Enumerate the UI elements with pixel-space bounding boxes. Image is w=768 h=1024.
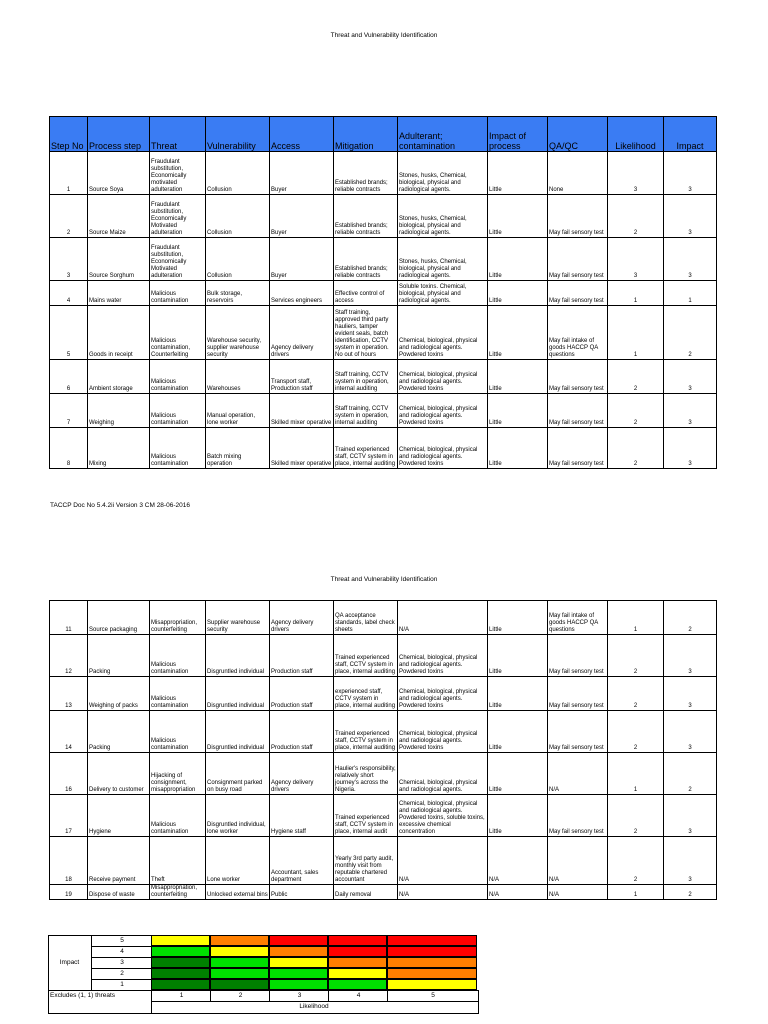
risk-cell	[387, 979, 477, 990]
cell-access: Production staff	[270, 711, 334, 753]
risk-matrix	[48, 935, 490, 1023]
threat-vulnerability-table-2	[49, 600, 717, 900]
cell-impact-proc: N/A	[488, 837, 548, 885]
header-step-no: Step No	[50, 117, 88, 152]
cell-process: Mixing	[88, 428, 150, 469]
header-process-step: Process step	[88, 117, 150, 152]
table-row	[50, 394, 717, 428]
risk-cell	[210, 946, 269, 957]
cell-impact: 2	[664, 306, 717, 360]
header-threat: Threat	[150, 117, 206, 152]
cell-access: Production staff	[270, 635, 334, 677]
likelihood-level-label: 1	[151, 990, 211, 1002]
cell-adult: Chemical, biological, physical and radiological agents. Powdered toxins	[398, 428, 488, 469]
table-row	[50, 281, 717, 306]
likelihood-level-label: 2	[210, 990, 270, 1002]
cell-adult: Chemical, biological, physical and radiological agents. Powdered toxins	[398, 711, 488, 753]
table-row	[50, 635, 717, 677]
risk-cell	[210, 957, 269, 968]
cell-mitig: Trained experienced staff, CCTV system in place, internal audit	[334, 795, 398, 837]
risk-cell	[210, 979, 269, 990]
cell-access: Services engineers	[270, 281, 334, 306]
impact-level-label: 4	[91, 946, 152, 958]
cell-process: Packing	[88, 635, 150, 677]
cell-step: 1	[50, 152, 88, 195]
cell-like: 2	[608, 360, 664, 394]
cell-threat: Malicious contamination	[150, 394, 206, 428]
risk-cell	[269, 979, 328, 990]
cell-vuln: Supplier warehouse security	[206, 601, 270, 635]
cell-impact-proc: Little	[488, 360, 548, 394]
cell-qa: May fail sensory test	[548, 795, 608, 837]
cell-impact: 3	[664, 152, 717, 195]
cell-step: 6	[50, 360, 88, 394]
risk-cell	[151, 935, 210, 946]
cell-impact: 1	[664, 281, 717, 306]
cell-impact-proc: N/A	[488, 885, 548, 900]
cell-impact: 3	[664, 238, 717, 281]
cell-impact-proc: Little	[488, 152, 548, 195]
cell-impact-proc: Little	[488, 281, 548, 306]
cell-like: 2	[608, 711, 664, 753]
cell-mitig: Established brands; reliable contracts	[334, 195, 398, 238]
cell-vuln: Disgruntled individual	[206, 677, 270, 711]
cell-process: Delivery to customer	[88, 753, 150, 795]
cell-step: 5	[50, 306, 88, 360]
risk-cell	[269, 968, 328, 979]
cell-qa: N/A	[548, 885, 608, 900]
cell-impact: 2	[664, 885, 717, 900]
risk-cell	[328, 957, 387, 968]
cell-qa: May fail intake of goods HACCP QA questions	[548, 601, 608, 635]
cell-mitig: experienced staff, CCTV system in place, internal auditing	[334, 677, 398, 711]
cell-adult: Stones, husks, Chemical, biological, physical and radiological agents.	[398, 195, 488, 238]
cell-like: 3	[608, 238, 664, 281]
cell-threat: Malicious contamination	[150, 360, 206, 394]
cell-access: Transport staff, Production staff	[270, 360, 334, 394]
cell-adult: Chemical, biological, physical and radiological agents. Powdered toxins	[398, 360, 488, 394]
impact-level-label: 1	[91, 979, 152, 991]
header-qa-qc: QA/QC	[548, 117, 608, 152]
table-row	[50, 885, 717, 900]
cell-impact: 3	[664, 795, 717, 837]
cell-like: 3	[608, 152, 664, 195]
cell-vuln: Warehouses	[206, 360, 270, 394]
cell-access: Agency delivery drivers	[270, 601, 334, 635]
cell-impact-proc: Little	[488, 711, 548, 753]
cell-vuln: Manual operation, lone worker	[206, 394, 270, 428]
cell-step: 14	[50, 711, 88, 753]
cell-qa: May fail sensory test	[548, 281, 608, 306]
cell-access: Buyer	[270, 152, 334, 195]
cell-access: Production staff	[270, 677, 334, 711]
cell-vuln: Consignment parked on busy road	[206, 753, 270, 795]
cell-access: Buyer	[270, 238, 334, 281]
likelihood-level-label: 3	[269, 990, 329, 1002]
cell-impact-proc: Little	[488, 635, 548, 677]
cell-access: Agency delivery drivers	[270, 306, 334, 360]
cell-threat: Misappropriation, counterfeiting	[150, 601, 206, 635]
cell-threat: Malicious contamination	[150, 795, 206, 837]
cell-threat: Hijacking of consignment, misappropriation	[150, 753, 206, 795]
cell-mitig: Effective control of access	[334, 281, 398, 306]
cell-access: Skilled mixer operative	[270, 394, 334, 428]
cell-impact: 3	[664, 711, 717, 753]
cell-vuln: Collusion	[206, 152, 270, 195]
cell-like: 2	[608, 635, 664, 677]
cell-threat: Malicious contamination	[150, 677, 206, 711]
cell-impact-proc: Little	[488, 601, 548, 635]
risk-cell	[269, 946, 328, 957]
cell-step: 18	[50, 837, 88, 885]
cell-process: Weighing of packs	[88, 677, 150, 711]
cell-step: 13	[50, 677, 88, 711]
cell-adult: Chemical, biological, physical and radiological agents. Powdered toxins	[398, 306, 488, 360]
impact-level-label: 3	[91, 957, 152, 969]
cell-threat: Fraudulant substitution, Economically Motivated adulteration	[150, 195, 206, 238]
table-row	[50, 837, 717, 885]
risk-cell	[269, 957, 328, 968]
cell-access: Hygiene staff	[270, 795, 334, 837]
cell-impact: 2	[664, 601, 717, 635]
risk-cell	[387, 957, 477, 968]
threat-vulnerability-table-1	[49, 116, 717, 469]
risk-cell	[269, 935, 328, 946]
cell-qa: May fail sensory test	[548, 428, 608, 469]
cell-mitig: Trained experienced staff, CCTV system in place, internal auditing	[334, 428, 398, 469]
cell-impact-proc: Little	[488, 306, 548, 360]
cell-step: 2	[50, 195, 88, 238]
cell-adult: N/A	[398, 601, 488, 635]
cell-step: 16	[50, 753, 88, 795]
cell-like: 1	[608, 281, 664, 306]
cell-access: Agency delivery drivers	[270, 753, 334, 795]
cell-threat: Malicious contamination	[150, 281, 206, 306]
cell-vuln: Warehouse security, supplier warehouse security	[206, 306, 270, 360]
risk-cell	[210, 935, 269, 946]
cell-impact: 3	[664, 428, 717, 469]
cell-impact: 3	[664, 635, 717, 677]
likelihood-level-label: 5	[387, 990, 478, 1002]
table-header-row	[50, 117, 717, 152]
cell-adult: Stones, husks, Chemical, biological, physical and radiological agents.	[398, 238, 488, 281]
cell-access: Skilled mixer operative	[270, 428, 334, 469]
cell-impact: 3	[664, 195, 717, 238]
risk-cell	[387, 968, 477, 979]
cell-mitig: Daily removal	[334, 885, 398, 900]
risk-cell	[328, 968, 387, 979]
cell-adult: Chemical, biological, physical and radiological agents.	[398, 753, 488, 795]
table-row	[50, 238, 717, 281]
cell-threat: Fraudulant substitution, Economically Motivated adulteration	[150, 238, 206, 281]
cell-step: 3	[50, 238, 88, 281]
cell-impact-proc: Little	[488, 753, 548, 795]
cell-qa: May fail sensory test	[548, 360, 608, 394]
risk-cell	[151, 979, 210, 990]
cell-impact-proc: Little	[488, 677, 548, 711]
cell-access: Public	[270, 885, 334, 900]
cell-step: 8	[50, 428, 88, 469]
header-likelihood: Likelihood	[608, 117, 664, 152]
cell-threat: Malicious contamination	[150, 635, 206, 677]
cell-step: 17	[50, 795, 88, 837]
cell-mitig: Staff training, CCTV system in operation, internal auditing	[334, 360, 398, 394]
cell-like: 2	[608, 795, 664, 837]
cell-vuln: Collusion	[206, 195, 270, 238]
cell-process: Hygiene	[88, 795, 150, 837]
cell-access: Buyer	[270, 195, 334, 238]
cell-like: 1	[608, 306, 664, 360]
cell-impact-proc: Little	[488, 795, 548, 837]
cell-mitig: Trained experienced staff, CCTV system in place, internal auditing	[334, 711, 398, 753]
cell-like: 2	[608, 195, 664, 238]
page-title-1: Threat and Vulnerability Identification	[330, 32, 438, 39]
cell-mitig: Haulier's responsibility, relatively short journey's across the Nigeria.	[334, 753, 398, 795]
cell-qa: May fail sensory test	[548, 711, 608, 753]
cell-impact: 3	[664, 677, 717, 711]
cell-process: Weighing	[88, 394, 150, 428]
risk-cell	[328, 979, 387, 990]
page-title-2: Threat and Vulnerability Identification	[330, 576, 438, 583]
cell-like: 1	[608, 601, 664, 635]
impact-level-label: 2	[91, 968, 152, 980]
cell-mitig: Yearly 3rd party audit, monthly visit from reputable chartered accountant	[334, 837, 398, 885]
cell-like: 2	[608, 394, 664, 428]
header-mitigation: Mitigation	[334, 117, 398, 152]
cell-mitig: Staff training, CCTV system in operation, internal auditing	[334, 394, 398, 428]
cell-qa: None	[548, 152, 608, 195]
cell-qa: May fail sensory test	[548, 238, 608, 281]
impact-level-label: 5	[91, 935, 152, 947]
risk-cell	[151, 946, 210, 957]
cell-process: Source Sorghum	[88, 238, 150, 281]
cell-impact: 3	[664, 394, 717, 428]
cell-threat: Theft	[150, 837, 206, 885]
cell-mitig: QA acceptance standards, label check sheets	[334, 601, 398, 635]
cell-mitig: Established brands; reliable contracts	[334, 238, 398, 281]
cell-process: Ambient storage	[88, 360, 150, 394]
cell-qa: May fail intake of goods HACCP QA questions	[548, 306, 608, 360]
cell-mitig: Trained experienced staff, CCTV system in place, internal auditing	[334, 635, 398, 677]
cell-adult: Soluble toxins. Chemical, biological, physical and radiological agents.	[398, 281, 488, 306]
table-row	[50, 195, 717, 238]
cell-process: Source Soya	[88, 152, 150, 195]
cell-process: Source Maize	[88, 195, 150, 238]
cell-adult: Stones, husks, Chemical, biological, physical and radiological agents.	[398, 152, 488, 195]
table-row	[50, 360, 717, 394]
table-row	[50, 152, 717, 195]
cell-vuln: Bulk storage, reservoirs	[206, 281, 270, 306]
impact-axis-label: Impact	[59, 959, 80, 966]
cell-like: 2	[608, 837, 664, 885]
cell-step: 19	[50, 885, 88, 900]
cell-process: Mains water	[88, 281, 150, 306]
cell-threat: Malicious contamination, Counterfeiting	[150, 306, 206, 360]
header-access: Access	[270, 117, 334, 152]
cell-process: Packing	[88, 711, 150, 753]
cell-vuln: Lone worker	[206, 837, 270, 885]
cell-qa: May fail sensory test	[548, 677, 608, 711]
table-row	[50, 795, 717, 837]
table-row	[50, 753, 717, 795]
risk-cell	[151, 957, 210, 968]
table-row	[50, 428, 717, 469]
cell-process: Dispose of waste	[88, 885, 150, 900]
cell-like: 2	[608, 677, 664, 711]
cell-adult: Chemical, biological, physical and radiological agents. Powdered toxins	[398, 635, 488, 677]
cell-like: 1	[608, 885, 664, 900]
likelihood-axis-label: Likelihood	[299, 1003, 329, 1010]
risk-cell	[387, 935, 477, 946]
risk-cell	[328, 935, 387, 946]
cell-impact-proc: Little	[488, 428, 548, 469]
cell-step: 4	[50, 281, 88, 306]
cell-qa: N/A	[548, 837, 608, 885]
header-vulnerability: Vulnerability	[206, 117, 270, 152]
cell-threat: Malicious contamination	[150, 428, 206, 469]
cell-qa: May fail sensory test	[548, 394, 608, 428]
table-row	[50, 677, 717, 711]
cell-vuln: Disgruntled individual	[206, 711, 270, 753]
cell-vuln: Disgruntled individual	[206, 635, 270, 677]
cell-adult: Chemical, biological, physical and radiological agents. Powdered toxins	[398, 394, 488, 428]
excludes-label: Excludes (1, 1) threats	[50, 992, 116, 999]
cell-impact-proc: Little	[488, 238, 548, 281]
cell-step: 7	[50, 394, 88, 428]
cell-qa: May fail sensory test	[548, 195, 608, 238]
cell-threat: Malicious contamination	[150, 711, 206, 753]
cell-access: Accountant, sales department	[270, 837, 334, 885]
cell-mitig: Established brands; reliable contracts	[334, 152, 398, 195]
cell-adult: Chemical, biological, physical and radiological agents. Powdered toxins, soluble toxins, excessive chemical concentration	[398, 795, 488, 837]
cell-step: 12	[50, 635, 88, 677]
cell-mitig: Staff training, approved third party hauliers, tamper evident seals, batch identification, CCTV system in operation. No out of hours	[334, 306, 398, 360]
cell-threat: Misappropriation, counterfeiting	[150, 885, 206, 900]
cell-impact: 3	[664, 837, 717, 885]
risk-cell	[387, 946, 477, 957]
risk-cell	[210, 968, 269, 979]
cell-process: Source packaging	[88, 601, 150, 635]
cell-vuln: Unlocked external bins	[206, 885, 270, 900]
table-row	[50, 711, 717, 753]
header-impact-of-process: Impact of process	[488, 117, 548, 152]
cell-adult: Chemical, biological, physical and radiological agents. Powdered toxins	[398, 677, 488, 711]
cell-threat: Fraudulant substitution, Economically motivated adulteration	[150, 152, 206, 195]
cell-impact: 3	[664, 360, 717, 394]
header-adulterant: Adulterant; contamination	[398, 117, 488, 152]
cell-like: 2	[608, 428, 664, 469]
table-row	[50, 601, 717, 635]
cell-qa: May fail sensory test	[548, 635, 608, 677]
cell-vuln: Disgruntled individual, lone worker	[206, 795, 270, 837]
cell-impact: 2	[664, 753, 717, 795]
cell-adult: N/A	[398, 885, 488, 900]
cell-step: 11	[50, 601, 88, 635]
likelihood-level-label: 4	[328, 990, 388, 1002]
risk-cell	[151, 968, 210, 979]
risk-cell	[328, 946, 387, 957]
cell-adult: N/A	[398, 837, 488, 885]
cell-qa: N/A	[548, 753, 608, 795]
cell-vuln: Batch mixing operation	[206, 428, 270, 469]
document-reference: TACCP Doc No 5.4.2ii Version 3 CM 28-06-2016	[50, 502, 190, 509]
cell-process: Receive payment	[88, 837, 150, 885]
table-row	[50, 306, 717, 360]
cell-vuln: Collusion	[206, 238, 270, 281]
cell-process: Goods in receipt	[88, 306, 150, 360]
cell-like: 1	[608, 753, 664, 795]
cell-impact-proc: Little	[488, 195, 548, 238]
header-impact: Impact	[664, 117, 717, 152]
cell-impact-proc: Little	[488, 394, 548, 428]
